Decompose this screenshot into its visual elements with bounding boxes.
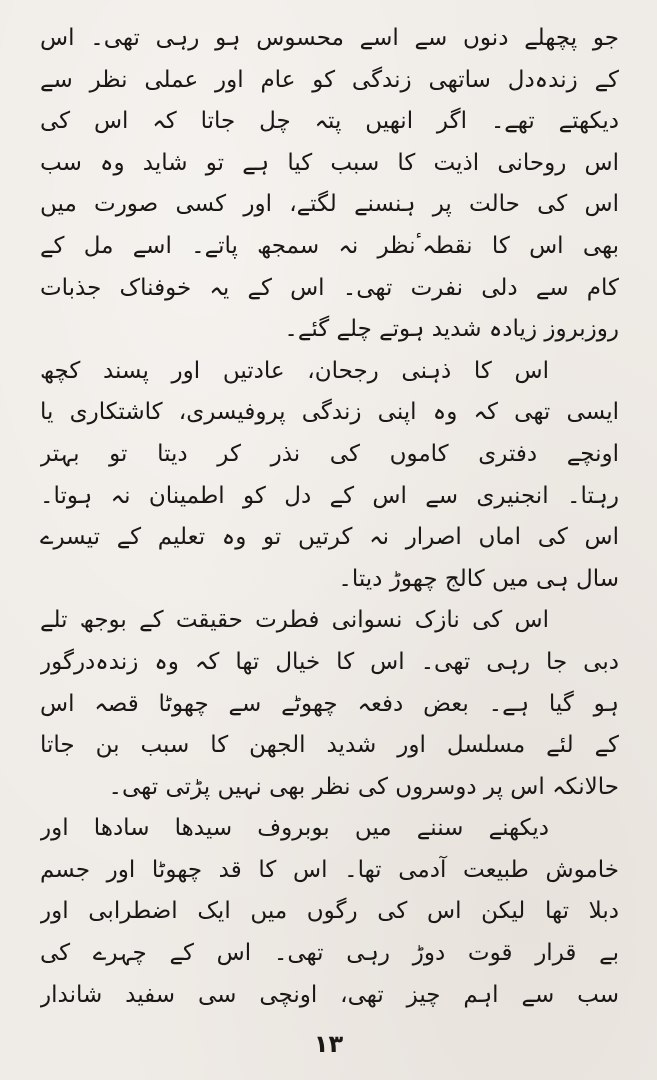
text-line: اس روحانی اذیت کا سبب کیا ہے تو شاید وہ سب (40, 149, 619, 176)
text-line: رہتا۔ انجنیری سے اس کے دل کو اطمینان نہ ہوتا۔ (40, 482, 619, 509)
text-line: دبلا تھا لیکن اس کی رگوں میں ایک اضطرابی اور (40, 898, 619, 925)
text-line: سب سے اہم چیز تھی، اونچی سی سفید شاندار (40, 981, 619, 1008)
text-line: کے زندہ‌دل ساتھی زندگی کو عام اور عملی نظر سے (40, 66, 619, 93)
text-line: اس کی حالت پر ہنسنے لگتے، اور کسی صورت میں (40, 191, 619, 218)
text-line: سال ہی میں کالج چھوڑ دیتا۔ (338, 565, 619, 592)
text-line: اس کا ذہنی رجحان، عادتیں اور پسند کچھ (40, 357, 549, 384)
urdu-text-block (40, 18, 619, 1016)
text-line: اونچے دفتری کاموں کی نذر کر دیتا تو بہتر (40, 440, 619, 467)
text-line: ایسی تھی کہ وہ اپنی زندگی پروفیسری، کاشتکاری یا (40, 399, 619, 426)
text-line: جو پچھلے دنوں سے اسے محسوس ہو رہی تھی۔ اس (40, 25, 619, 51)
text-line: بے قرار قوت دوڑ رہی تھی۔ اس کے چہرے کی (40, 940, 619, 967)
text-line: دیکھتے تھے۔ اگر انھیں پتہ چل جاتا کہ اس کی (40, 108, 619, 135)
text-line: کام سے دلی نفرت تھی۔ اس کے یہ خوفناک جذبات (40, 274, 619, 301)
page-number: ۱۳ (313, 1030, 344, 1058)
text-line: خاموش طبیعت آدمی تھا۔ اس کا قد چھوٹا اور جسم (40, 856, 619, 883)
text-line: کے لئے مسلسل اور شدید الجھن کا سبب بن جاتا (40, 732, 619, 759)
text-line: حالانکہ اس پر دوسروں کی نظر بھی نہیں پڑتی تھی۔ (108, 773, 619, 800)
text-line: دیکھنے سننے میں بوبروف سیدھا سادھا اور (40, 815, 549, 842)
text-line: اس کی نازک نسوانی فطرت حقیقت کے بوجھ تلے (40, 607, 549, 634)
text-line: روزبروز زیادہ شدید ہوتے چلے گئے۔ (284, 316, 619, 343)
text-line: دبی جا رہی تھی۔ اس کا خیال تھا کہ وہ زندہ‌درگور (40, 648, 619, 675)
text-line: ہو گیا ہے۔ بعض دفعہ چھوٹے سے چھوٹا قصہ اس (40, 690, 619, 717)
text-line: اس کی اماں اصرار نہ کرتیں تو وہ تعلیم کے تیسرے (40, 524, 619, 551)
text-line: بھی اس کا نقطہٴ‌نظر نہ سمجھ پاتے۔ اسے مل کے (40, 232, 619, 259)
